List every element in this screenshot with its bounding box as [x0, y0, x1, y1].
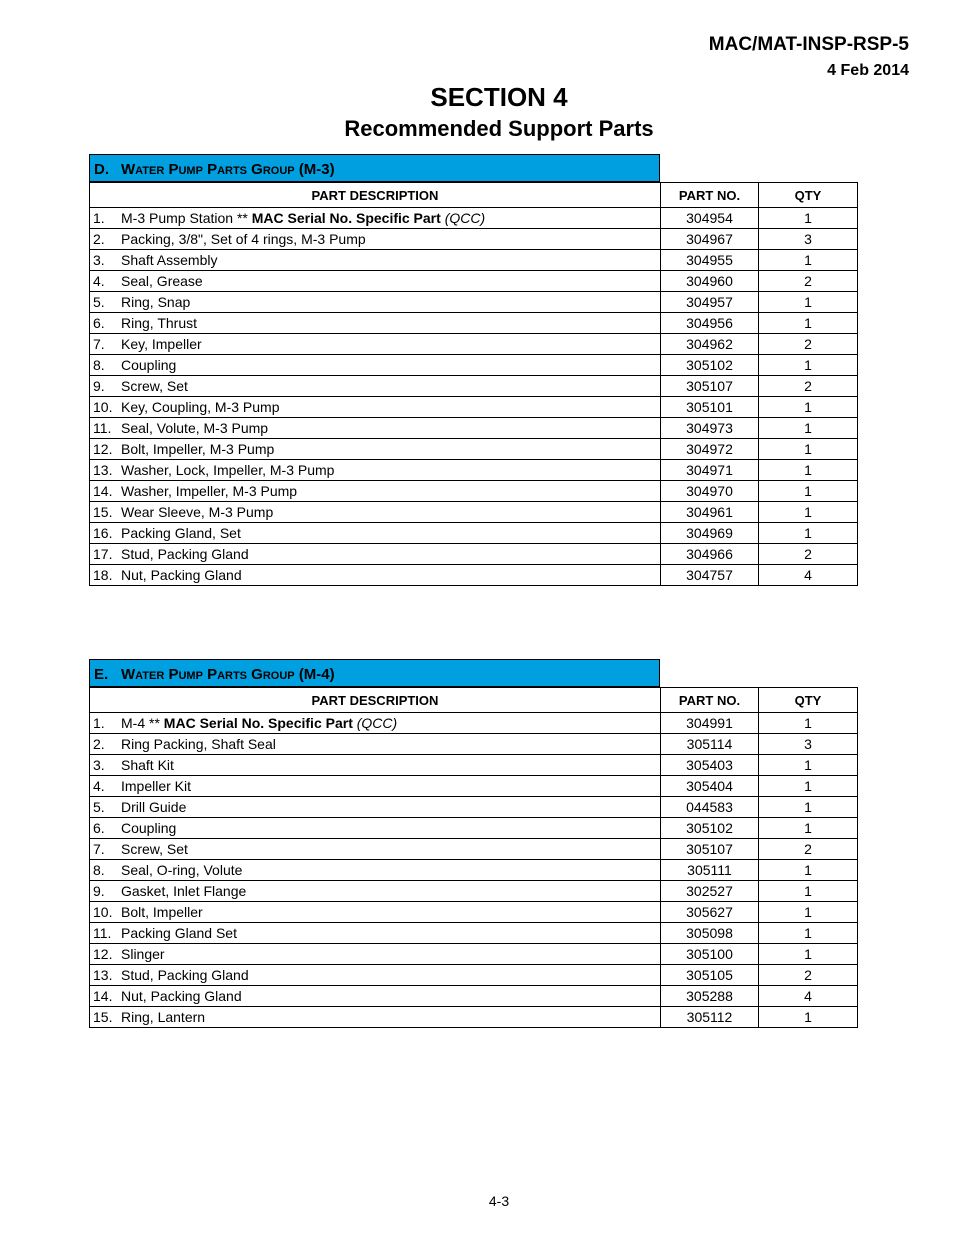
table-row	[90, 376, 858, 397]
part-description: Ring Packing, Shaft Seal	[121, 736, 276, 752]
part-number: 305403	[661, 755, 759, 776]
part-description: Key, Impeller	[121, 336, 202, 352]
item-number: 13.	[93, 462, 113, 478]
part-description-cell	[90, 397, 661, 418]
part-number: 304966	[661, 544, 759, 565]
item-number: 7.	[93, 841, 105, 857]
part-number: 304956	[661, 313, 759, 334]
quantity: 1	[759, 250, 858, 271]
table-row	[90, 565, 858, 586]
part-number: 304971	[661, 460, 759, 481]
table-row	[90, 755, 858, 776]
quantity: 2	[759, 334, 858, 355]
item-number: 17.	[93, 546, 113, 562]
part-description-cell	[90, 1007, 661, 1028]
quantity: 1	[759, 460, 858, 481]
part-description: Screw, Set	[121, 378, 188, 394]
table-row	[90, 292, 858, 313]
part-description-cell	[90, 292, 661, 313]
part-number: 304969	[661, 523, 759, 544]
part-description-cell	[90, 502, 661, 523]
part-description-cell	[90, 313, 661, 334]
part-description: Shaft Kit	[121, 757, 174, 773]
item-number: 5.	[93, 294, 105, 310]
part-description: Nut, Packing Gland	[121, 567, 242, 583]
item-number: 2.	[93, 231, 105, 247]
part-description: Coupling	[121, 820, 177, 836]
table-header-row	[90, 183, 858, 208]
part-description-cell	[90, 250, 661, 271]
part-description-cell	[90, 544, 661, 565]
table-body	[90, 208, 858, 586]
table-row	[90, 734, 858, 755]
part-number: 304957	[661, 292, 759, 313]
part-description: Gasket, Inlet Flange	[121, 883, 247, 899]
page-number: 4-3	[488, 1193, 510, 1209]
section-title: SECTION 4	[430, 82, 568, 112]
part-description-cell	[90, 208, 661, 229]
quantity: 1	[759, 713, 858, 734]
part-description: Coupling	[121, 357, 177, 373]
group-header	[89, 154, 660, 182]
part-description: Bolt, Impeller	[121, 904, 203, 920]
qcc-note: (QCC)	[356, 715, 398, 731]
quantity: 1	[759, 776, 858, 797]
quantity: 1	[759, 523, 858, 544]
part-number: 304991	[661, 713, 759, 734]
part-number: 305288	[661, 986, 759, 1007]
part-description-cell	[90, 713, 661, 734]
table-row	[90, 818, 858, 839]
table-row	[90, 881, 858, 902]
parts-table	[89, 687, 858, 1028]
item-number: 12.	[93, 441, 113, 457]
quantity: 1	[759, 755, 858, 776]
quantity: 4	[759, 565, 858, 586]
item-number: 6.	[93, 315, 105, 331]
quantity: 1	[759, 439, 858, 460]
item-number: 6.	[93, 820, 105, 836]
part-number: 302527	[661, 881, 759, 902]
part-description: Bolt, Impeller, M-3 Pump	[121, 441, 275, 457]
part-description-cell	[90, 902, 661, 923]
quantity: 1	[759, 902, 858, 923]
part-description: Key, Coupling, M-3 Pump	[121, 399, 280, 415]
part-description-cell	[90, 881, 661, 902]
table-row	[90, 965, 858, 986]
part-number: 304954	[661, 208, 759, 229]
part-description-cell	[90, 376, 661, 397]
part-description: Seal, Grease	[121, 273, 203, 289]
table-row	[90, 418, 858, 439]
part-description-cell	[90, 797, 661, 818]
part-number: 305105	[661, 965, 759, 986]
part-number: 305111	[661, 860, 759, 881]
part-description: Stud, Packing Gland	[121, 967, 249, 983]
quantity: 2	[759, 965, 858, 986]
quantity: 2	[759, 376, 858, 397]
item-number: 11.	[93, 925, 112, 941]
part-description-cell	[90, 839, 661, 860]
parts-group-e	[89, 659, 857, 1028]
item-number: 9.	[93, 883, 105, 899]
part-description-cell	[90, 944, 661, 965]
group-title: Water Pump Parts Group	[121, 160, 295, 178]
item-number: 14.	[93, 988, 113, 1004]
table-row	[90, 397, 858, 418]
parts-group-d	[89, 154, 857, 586]
item-number: 4.	[93, 778, 105, 794]
table-row	[90, 271, 858, 292]
part-description: Screw, Set	[121, 841, 188, 857]
item-number: 15.	[93, 1009, 113, 1025]
table-row	[90, 208, 858, 229]
group-title: Water Pump Parts Group	[121, 665, 295, 683]
table-row	[90, 544, 858, 565]
quantity: 1	[759, 502, 858, 523]
quantity: 1	[759, 944, 858, 965]
table-row	[90, 439, 858, 460]
table-row	[90, 902, 858, 923]
table-row	[90, 797, 858, 818]
group-code: (M-3)	[298, 160, 335, 178]
quantity: 1	[759, 418, 858, 439]
table-row	[90, 250, 858, 271]
part-description: Packing Gland, Set	[121, 525, 241, 541]
quantity: 1	[759, 292, 858, 313]
quantity: 1	[759, 860, 858, 881]
table-row	[90, 986, 858, 1007]
item-number: 16.	[93, 525, 113, 541]
item-number: 10.	[93, 904, 113, 920]
table-row	[90, 860, 858, 881]
table-row	[90, 776, 858, 797]
part-description-cell	[90, 418, 661, 439]
part-number: 305112	[661, 1007, 759, 1028]
quantity: 3	[759, 734, 858, 755]
part-number: 304972	[661, 439, 759, 460]
quantity: 1	[759, 881, 858, 902]
part-description: Washer, Lock, Impeller, M-3 Pump	[121, 462, 335, 478]
part-description: Drill Guide	[121, 799, 187, 815]
document-id: MAC/MAT-INSP-RSP-5	[708, 34, 909, 55]
quantity: 3	[759, 229, 858, 250]
item-number: 10.	[93, 399, 113, 415]
part-number: 304757	[661, 565, 759, 586]
col-header-qty: QTY	[759, 688, 858, 713]
part-description: Seal, Volute, M-3 Pump	[121, 420, 269, 436]
group-code: (M-4)	[298, 665, 335, 683]
part-description: Ring, Lantern	[121, 1009, 206, 1025]
quantity: 2	[759, 544, 858, 565]
item-number: 2.	[93, 736, 105, 752]
part-number: 305102	[661, 818, 759, 839]
part-number: 305107	[661, 376, 759, 397]
part-number: 305627	[661, 902, 759, 923]
part-description: M-3 Pump Station **	[121, 210, 248, 226]
part-number: 305098	[661, 923, 759, 944]
group-letter: D.	[94, 160, 109, 178]
table-row	[90, 481, 858, 502]
table-header-row	[90, 688, 858, 713]
part-number: 304973	[661, 418, 759, 439]
table-row	[90, 944, 858, 965]
part-description-cell	[90, 565, 661, 586]
section-subtitle: Recommended Support Parts	[344, 116, 654, 141]
part-description-cell	[90, 271, 661, 292]
part-description-cell	[90, 481, 661, 502]
quantity: 2	[759, 839, 858, 860]
table-row	[90, 1007, 858, 1028]
item-number: 3.	[93, 252, 105, 268]
table-row	[90, 839, 858, 860]
part-description-cell	[90, 776, 661, 797]
part-description: Packing Gland Set	[121, 925, 237, 941]
item-number: 11.	[93, 420, 112, 436]
item-number: 12.	[93, 946, 113, 962]
part-number: 305101	[661, 397, 759, 418]
part-number: 304961	[661, 502, 759, 523]
item-number: 7.	[93, 336, 105, 352]
group-letter: E.	[94, 665, 109, 683]
part-number: 304955	[661, 250, 759, 271]
part-description: Seal, O-ring, Volute	[121, 862, 243, 878]
part-description: Impeller Kit	[121, 778, 192, 794]
part-description-cell	[90, 965, 661, 986]
item-number: 15.	[93, 504, 113, 520]
item-number: 1.	[93, 715, 105, 731]
table-row	[90, 502, 858, 523]
part-description: Shaft Assembly	[121, 252, 218, 268]
col-header-part-no: PART NO.	[661, 688, 759, 713]
parts-table	[89, 182, 858, 586]
part-description-cell	[90, 860, 661, 881]
part-number: 305114	[661, 734, 759, 755]
part-description: Ring, Snap	[121, 294, 191, 310]
item-number: 14.	[93, 483, 113, 499]
part-description-cell	[90, 355, 661, 376]
serial-specific-note: MAC Serial No. Specific Part	[163, 715, 353, 731]
part-description: Washer, Impeller, M-3 Pump	[121, 483, 298, 499]
part-description: M-4 **	[121, 715, 160, 731]
quantity: 1	[759, 797, 858, 818]
item-number: 13.	[93, 967, 113, 983]
part-description-cell	[90, 334, 661, 355]
table-row	[90, 460, 858, 481]
part-number: 304967	[661, 229, 759, 250]
part-number: 304962	[661, 334, 759, 355]
item-number: 8.	[93, 862, 105, 878]
part-description-cell	[90, 923, 661, 944]
item-number: 5.	[93, 799, 105, 815]
table-row	[90, 523, 858, 544]
part-description-cell	[90, 818, 661, 839]
part-number: 305100	[661, 944, 759, 965]
table-row	[90, 313, 858, 334]
part-description: Packing, 3/8", Set of 4 rings, M-3 Pump	[121, 231, 366, 247]
part-description: Slinger	[121, 946, 165, 962]
part-description-cell	[90, 986, 661, 1007]
part-number: 044583	[661, 797, 759, 818]
col-header-part-no: PART NO.	[661, 183, 759, 208]
table-row	[90, 229, 858, 250]
table-row	[90, 334, 858, 355]
part-description: Wear Sleeve, M-3 Pump	[121, 504, 274, 520]
quantity: 1	[759, 481, 858, 502]
col-header-qty: QTY	[759, 183, 858, 208]
table-row	[90, 713, 858, 734]
document-date: 4 Feb 2014	[827, 62, 909, 79]
item-number: 8.	[93, 357, 105, 373]
part-description: Stud, Packing Gland	[121, 546, 249, 562]
table-row	[90, 355, 858, 376]
part-number: 305404	[661, 776, 759, 797]
table-row	[90, 923, 858, 944]
quantity: 4	[759, 986, 858, 1007]
part-description-cell	[90, 734, 661, 755]
part-number: 304960	[661, 271, 759, 292]
part-description-cell	[90, 229, 661, 250]
part-description-cell	[90, 523, 661, 544]
part-description-cell	[90, 439, 661, 460]
item-number: 3.	[93, 757, 105, 773]
qcc-note: (QCC)	[444, 210, 486, 226]
quantity: 1	[759, 397, 858, 418]
item-number: 1.	[93, 210, 105, 226]
quantity: 1	[759, 923, 858, 944]
part-description-cell	[90, 755, 661, 776]
part-number: 305107	[661, 839, 759, 860]
part-description: Ring, Thrust	[121, 315, 197, 331]
item-number: 18.	[93, 567, 113, 583]
quantity: 1	[759, 355, 858, 376]
quantity: 1	[759, 1007, 858, 1028]
col-header-description: PART DESCRIPTION	[90, 183, 661, 208]
part-description: Nut, Packing Gland	[121, 988, 242, 1004]
serial-specific-note: MAC Serial No. Specific Part	[251, 210, 441, 226]
item-number: 9.	[93, 378, 105, 394]
part-description-cell	[90, 460, 661, 481]
quantity: 1	[759, 208, 858, 229]
quantity: 1	[759, 313, 858, 334]
group-header	[89, 659, 660, 687]
col-header-description: PART DESCRIPTION	[90, 688, 661, 713]
quantity: 2	[759, 271, 858, 292]
item-number: 4.	[93, 273, 105, 289]
part-number: 305102	[661, 355, 759, 376]
quantity: 1	[759, 818, 858, 839]
table-body	[90, 713, 858, 1028]
part-number: 304970	[661, 481, 759, 502]
